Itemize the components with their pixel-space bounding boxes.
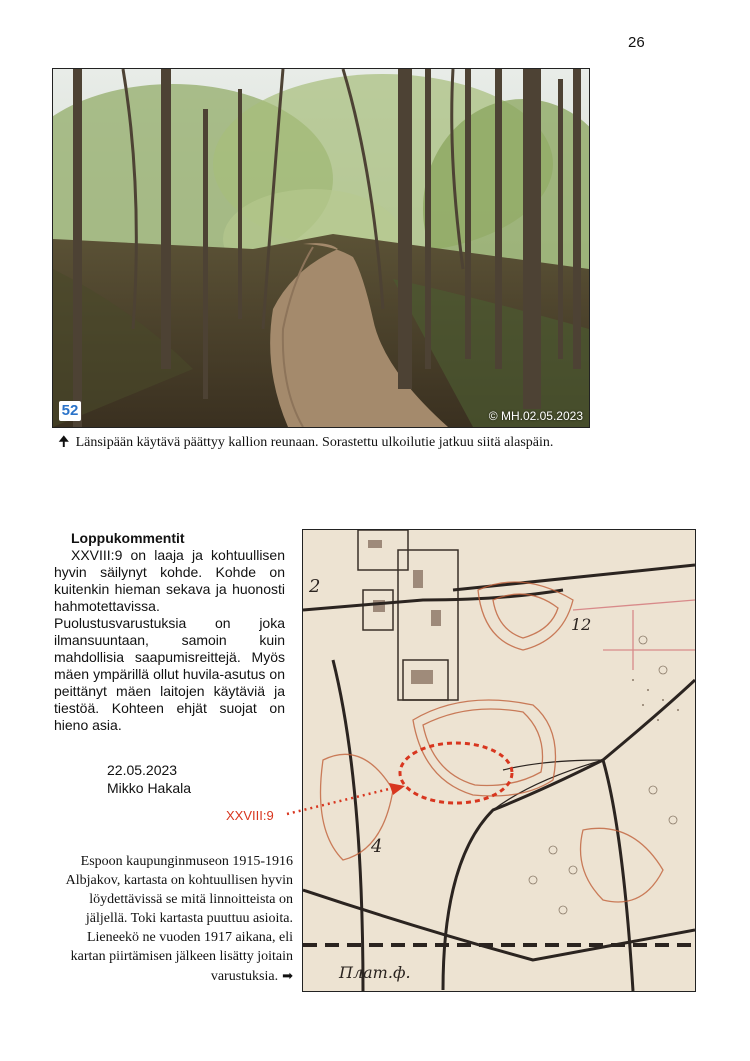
site-pointer-arrow [285, 780, 415, 820]
signature-block [107, 761, 191, 797]
comments-heading: Loppukommentit [71, 530, 185, 546]
map-text-2: 2 [309, 576, 321, 597]
page-number: 26 [628, 34, 645, 51]
photo-number-badge: 52 [59, 401, 81, 421]
comments-date: 22.05.2023 [107, 762, 178, 778]
comments-body: XXVIII:9 on laaja ja kohtuullisen hyvin säilynyt kohde. Kohde on kuitenkin hieman sekava ja huonosti hahmotettavissa. Puolustusvarustuksia on joka ilmansuuntaan, samoin kuin mahdollisia saapumisreittejä. Myös mäen ympärillä ollut huvila-asutus on peittänyt mäen laitojen käytäviä ja tiestöä. Kohteen ehjät suojat on hieno asia. [54, 547, 285, 733]
map-illustration [303, 530, 695, 991]
forest-path-photo [52, 68, 590, 428]
map-text-12: 12 [571, 615, 592, 634]
photo-copyright: © MH.02.05.2023 [488, 409, 583, 423]
map-text-4: 4 [371, 836, 383, 857]
arrow-up-icon: 🠉 [58, 435, 70, 450]
arrow-right-icon: ➡ [282, 968, 293, 983]
comments-author: Mikko Hakala [107, 780, 192, 796]
photo-illustration [53, 69, 589, 427]
map-caption [58, 852, 293, 986]
photo-caption-text: Länsipään käytävä päättyy kallion reunaan. Sorastettu ulkoilutie jatkuu siitä alaspäin. [75, 435, 554, 450]
site-label: XXVIII:9 [226, 808, 274, 823]
photo-caption [58, 431, 553, 455]
map-caption-text: Espoon kaupunginmuseon 1915-1916 Albjakov, kartasta on kohtuullisen hyvin löydettävissä se mitä linnoitteista on jäljellä. Toki kartasta puuttuu asioita. Lieneekö ne vuoden 1917 aikana, eli kartan piirtämisen jälkeen lisätty joitain varustuksia. [65, 854, 293, 984]
historic-map [302, 529, 696, 992]
map-text-platform: Плат.ф. [339, 963, 411, 982]
closing-comments [54, 530, 285, 734]
